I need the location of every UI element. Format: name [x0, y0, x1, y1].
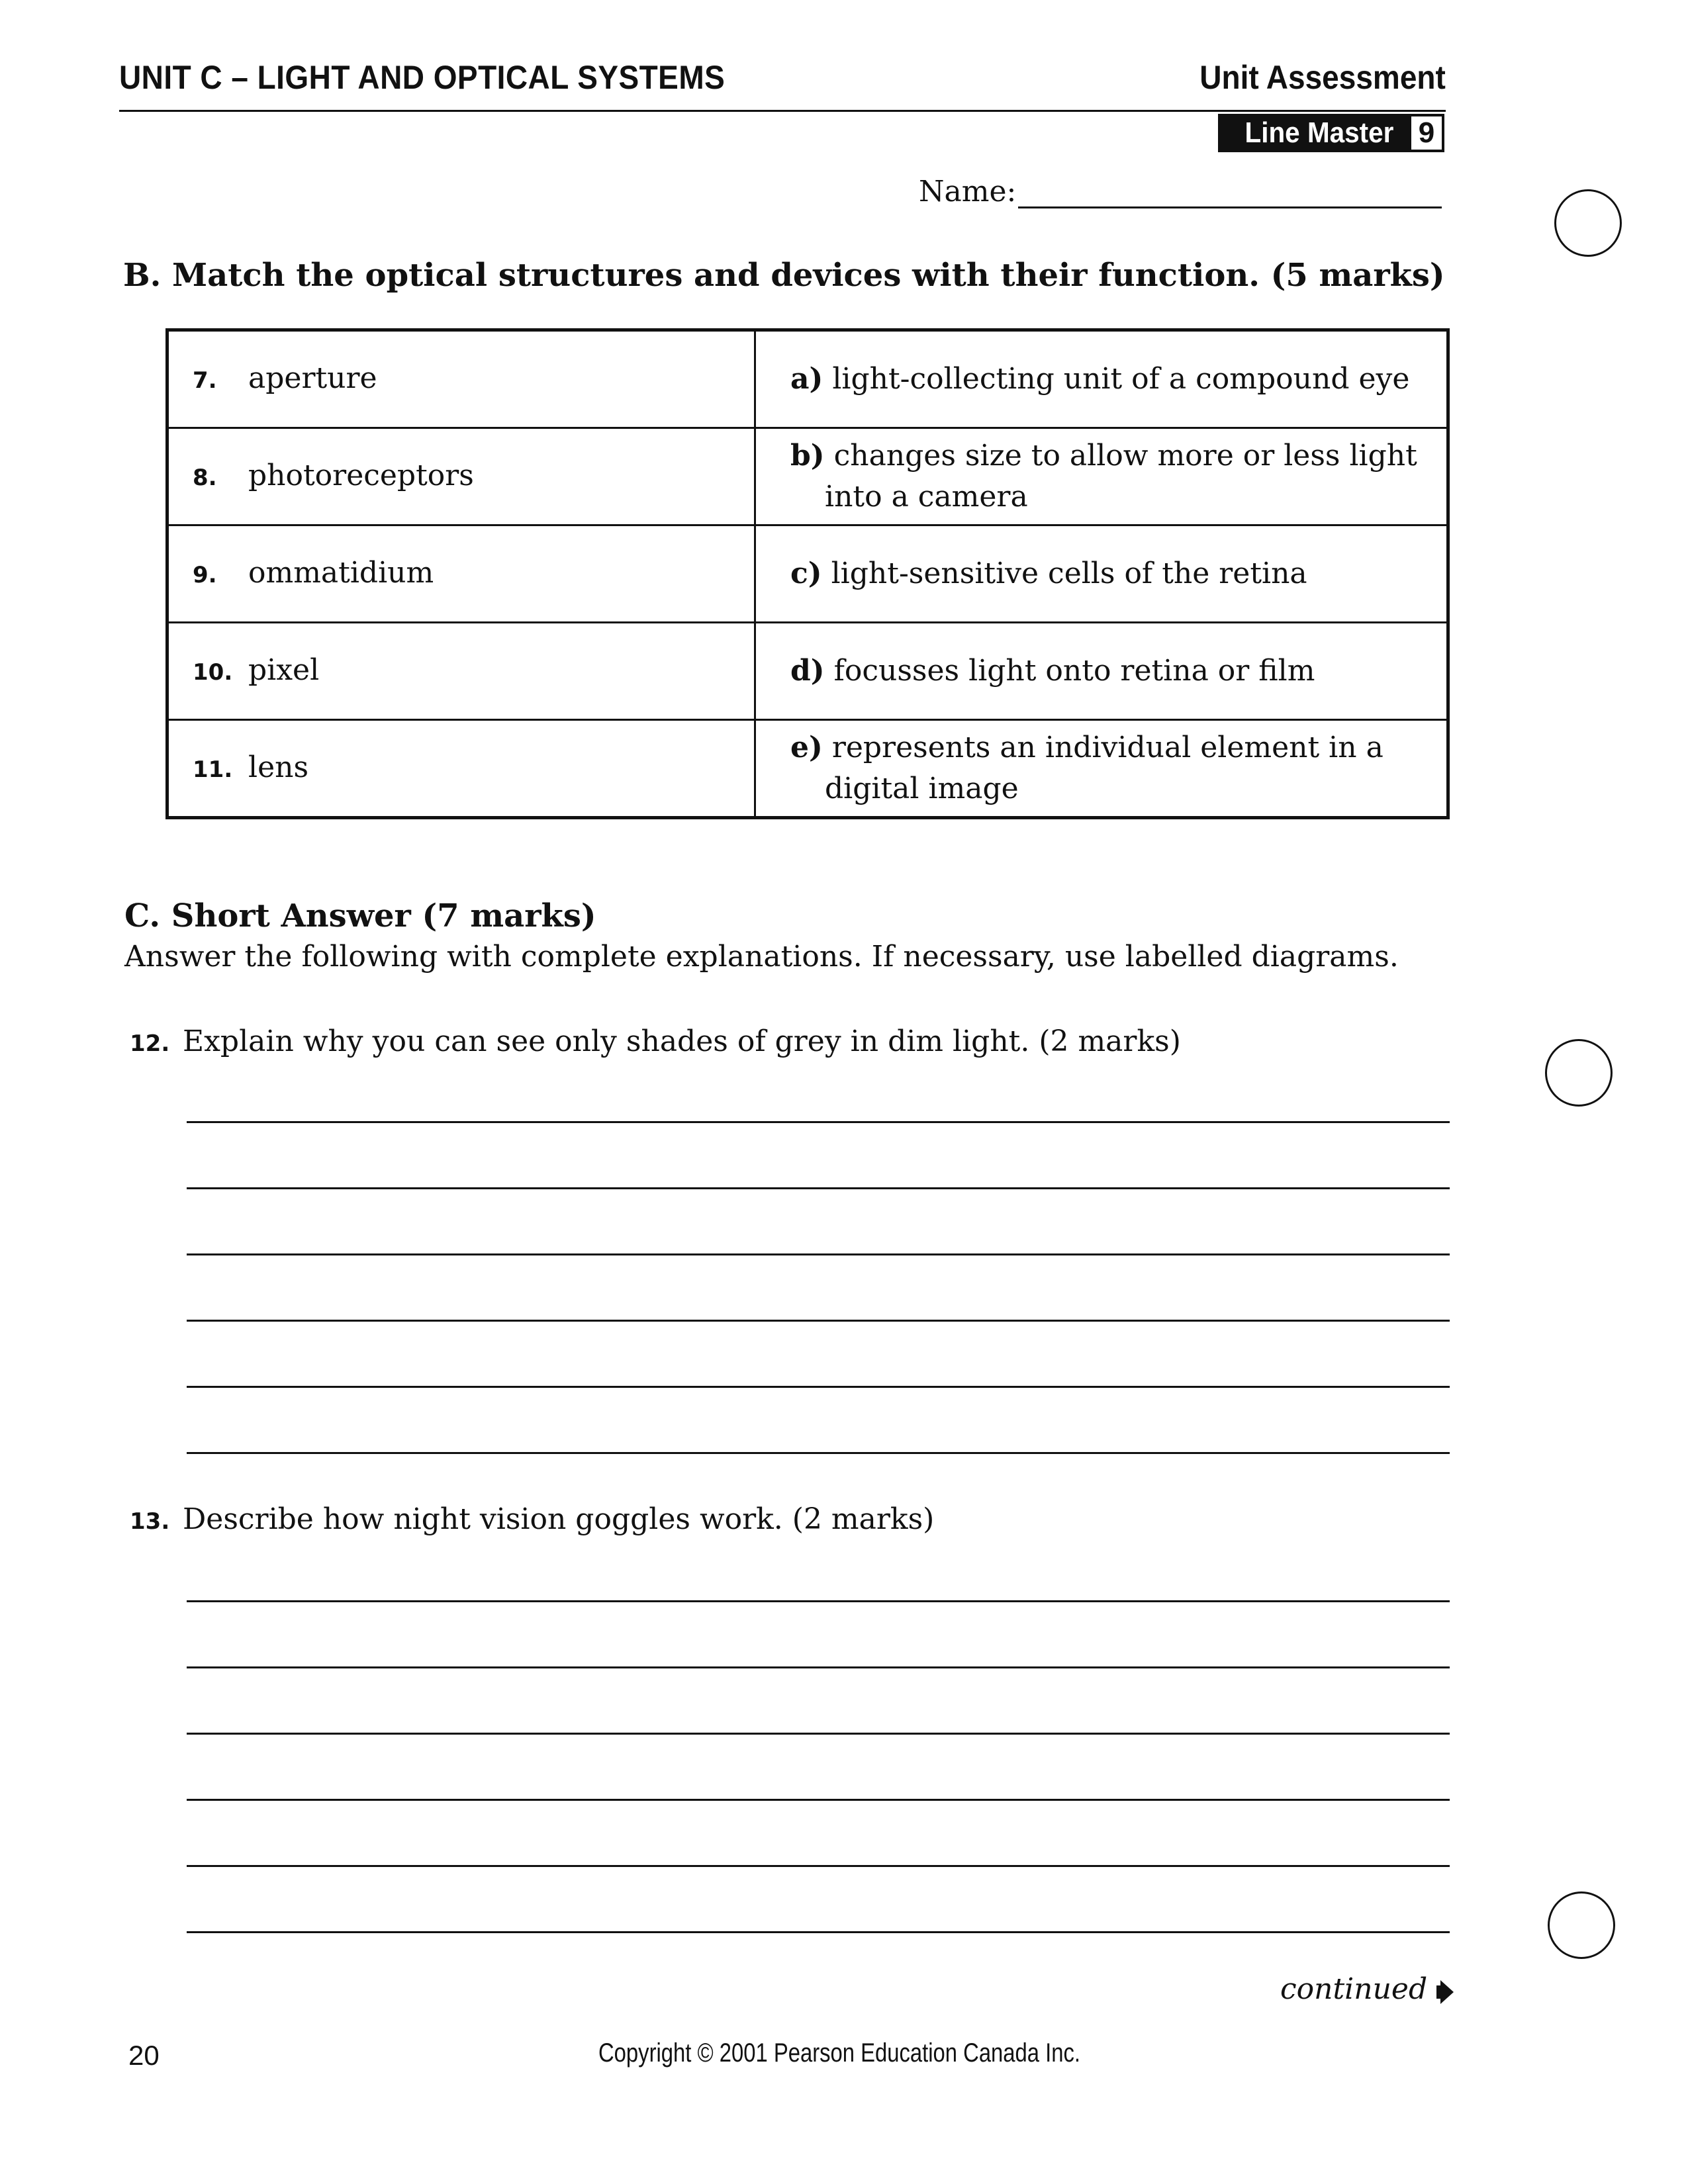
question-13: [130, 1502, 934, 1536]
section-b-title: B. Match the optical structures and devices with their function. (5 marks): [123, 257, 1445, 294]
table-row: [167, 623, 1448, 720]
answer-line[interactable]: [187, 1121, 1450, 1123]
question-text: Explain why you can see only shades of grey in dim light. (2 marks): [183, 1024, 1181, 1058]
answer-line[interactable]: [187, 1386, 1450, 1388]
question-number: 8.: [193, 464, 217, 491]
function-text: light-collecting unit of a compound eye: [832, 362, 1410, 396]
option-letter: d): [790, 654, 825, 688]
answer-line[interactable]: [187, 1865, 1450, 1867]
question-number: 11.: [193, 756, 233, 783]
option-letter: e): [790, 731, 823, 764]
term-text: aperture: [248, 361, 377, 395]
term-cell: [167, 330, 755, 428]
term-text: lens: [248, 750, 309, 784]
answer-line[interactable]: [187, 1733, 1450, 1735]
answer-line[interactable]: [187, 1799, 1450, 1801]
continued-arrow-icon: [1440, 1980, 1454, 2004]
punch-hole-top: [1554, 189, 1622, 257]
punch-hole-middle: [1545, 1039, 1613, 1107]
function-cell: [755, 525, 1448, 623]
punch-hole-bottom: [1548, 1891, 1615, 1959]
function-cell: [755, 330, 1448, 428]
page-number: 20: [128, 2040, 160, 2071]
section-c-instructions: Answer the following with complete explanations. If necessary, use labelled diagrams.: [124, 940, 1399, 974]
line-master-badge: [1218, 114, 1444, 152]
term-cell: [167, 428, 755, 525]
term-cell: [167, 525, 755, 623]
table-row: [167, 720, 1448, 818]
name-label: Name:: [919, 175, 1017, 208]
answer-line[interactable]: [187, 1666, 1450, 1668]
answer-line[interactable]: [187, 1320, 1450, 1322]
function-cell: [755, 428, 1448, 525]
question-number: 12.: [130, 1030, 170, 1057]
option-letter: b): [790, 439, 825, 473]
answer-line[interactable]: [187, 1253, 1450, 1255]
term-cell: [167, 623, 755, 720]
unit-title: UNIT C – LIGHT AND OPTICAL SYSTEMS: [119, 59, 726, 96]
copyright-notice: Copyright © 2001 Pearson Education Canada Inc.: [598, 2038, 1081, 2068]
function-text: light-sensitive cells of the retina: [831, 557, 1307, 590]
table-row: [167, 525, 1448, 623]
question-12: [130, 1024, 1181, 1058]
question-number: 10.: [193, 659, 233, 686]
header-divider: [119, 110, 1446, 112]
name-input-line[interactable]: [1018, 206, 1442, 208]
question-number: 7.: [193, 367, 217, 394]
table-row: [167, 330, 1448, 428]
function-text: changes size to allow more or less light into a camera: [825, 439, 1417, 514]
question-number: 9.: [193, 561, 217, 588]
answer-line[interactable]: [187, 1452, 1450, 1454]
section-c-title: C. Short Answer (7 marks): [124, 897, 596, 934]
function-cell: [755, 720, 1448, 818]
line-master-number: 9: [1411, 116, 1442, 150]
term-text: photoreceptors: [248, 458, 474, 492]
question-text: Describe how night vision goggles work. (2 marks): [183, 1502, 935, 1536]
answer-line[interactable]: [187, 1187, 1450, 1189]
option-letter: a): [790, 362, 823, 396]
question-number: 13.: [130, 1508, 170, 1535]
term-text: pixel: [248, 653, 320, 687]
line-master-label: Line Master: [1244, 116, 1394, 149]
matching-table: [165, 328, 1450, 819]
function-cell: [755, 623, 1448, 720]
continued-label: continued: [1280, 1972, 1428, 2006]
term-text: ommatidium: [248, 555, 434, 590]
assessment-title: Unit Assessment: [1199, 59, 1446, 96]
option-letter: c): [790, 557, 822, 590]
answer-line[interactable]: [187, 1600, 1450, 1602]
answer-line[interactable]: [187, 1931, 1450, 1933]
function-text: represents an individual element in a digital image: [825, 731, 1383, 805]
table-row: [167, 428, 1448, 525]
term-cell: [167, 720, 755, 818]
function-text: focusses light onto retina or film: [833, 654, 1315, 688]
